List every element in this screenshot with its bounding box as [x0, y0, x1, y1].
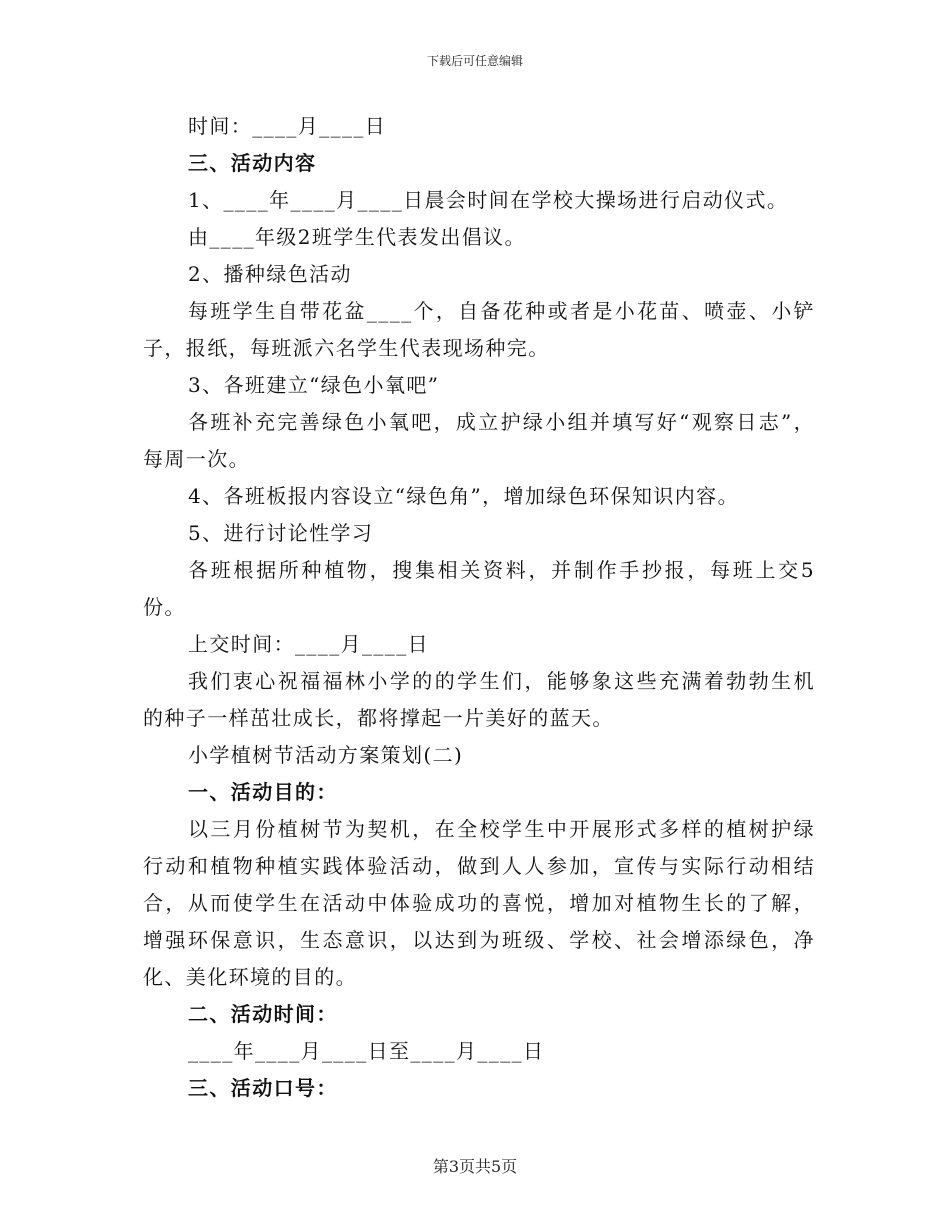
page-footer: 第3页共5页: [432, 1157, 518, 1176]
submission-time: 上交时间：____月____日: [188, 632, 429, 656]
item-3-text-line-1: 各班补充完善绿色小氧吧，成立护绿小组并填写好“观察日志”，: [188, 410, 815, 434]
item-2-text-line-1: 每班学生自带花盆____个，自备花种或者是小花苗、喷壶、小铲: [188, 299, 815, 323]
section-heading-activity-content: 三、活动内容: [188, 151, 317, 175]
item-2-text-line-2: 子，报纸，每班派六名学生代表现场种完。: [143, 336, 550, 360]
section-heading-activity-purpose: 一、活动目的：: [188, 780, 338, 804]
closing-line-2: 的种子一样茁壮成长，都将撑起一片美好的蓝天。: [143, 706, 614, 730]
page-header: 下载后可任意编辑: [426, 54, 523, 68]
item-5-text-line-2: 份。: [143, 595, 186, 619]
item-2-heading: 2、播种绿色活动: [188, 262, 352, 286]
item-4-heading: 4、各班板报内容设立“绿色角”，增加绿色环保知识内容。: [188, 484, 739, 508]
item-3-text-line-2: 每周一次。: [143, 447, 250, 471]
item-1-proposal: 由____年级2班学生代表发出倡议。: [188, 225, 526, 249]
section-heading-activity-slogan: 三、活动口号：: [188, 1076, 338, 1100]
time-line: 时间：____月____日: [188, 114, 387, 138]
purpose-text-line-5: 化、美化环境的目的。: [143, 965, 357, 989]
item-1-launch: 1、____年____月____日晨会时间在学校大操场进行启动仪式。: [188, 188, 789, 212]
item-3-heading: 3、各班建立“绿色小氧吧”: [188, 373, 440, 397]
plan-2-title: 小学植树节活动方案策划(二): [188, 743, 464, 767]
section-heading-activity-time: 二、活动时间：: [188, 1002, 338, 1026]
item-5-text-line-1: 各班根据所种植物，搜集相关资料，并制作手抄报，每班上交5: [188, 558, 815, 582]
item-5-heading: 5、进行讨论性学习: [188, 521, 374, 545]
purpose-text-line-3: 合，从而使学生在活动中体验成功的喜悦，增加对植物生长的了解，: [143, 891, 815, 915]
purpose-text-line-4: 增强环保意识，生态意识，以达到为班级、学校、社会增添绿色，净: [143, 928, 815, 952]
purpose-text-line-2: 行动和植物种植实践体验活动，做到人人参加，宣传与实际行动相结: [143, 854, 815, 878]
activity-time-range: ____年____月____日至____月____日: [188, 1039, 545, 1063]
document-body: [143, 108, 815, 1107]
closing-line-1: 我们衷心祝福福林小学的的学生们，能够象这些充满着勃勃生机: [188, 669, 815, 693]
purpose-text-line-1: 以三月份植树节为契机，在全校学生中开展形式多样的植树护绿: [188, 817, 815, 841]
